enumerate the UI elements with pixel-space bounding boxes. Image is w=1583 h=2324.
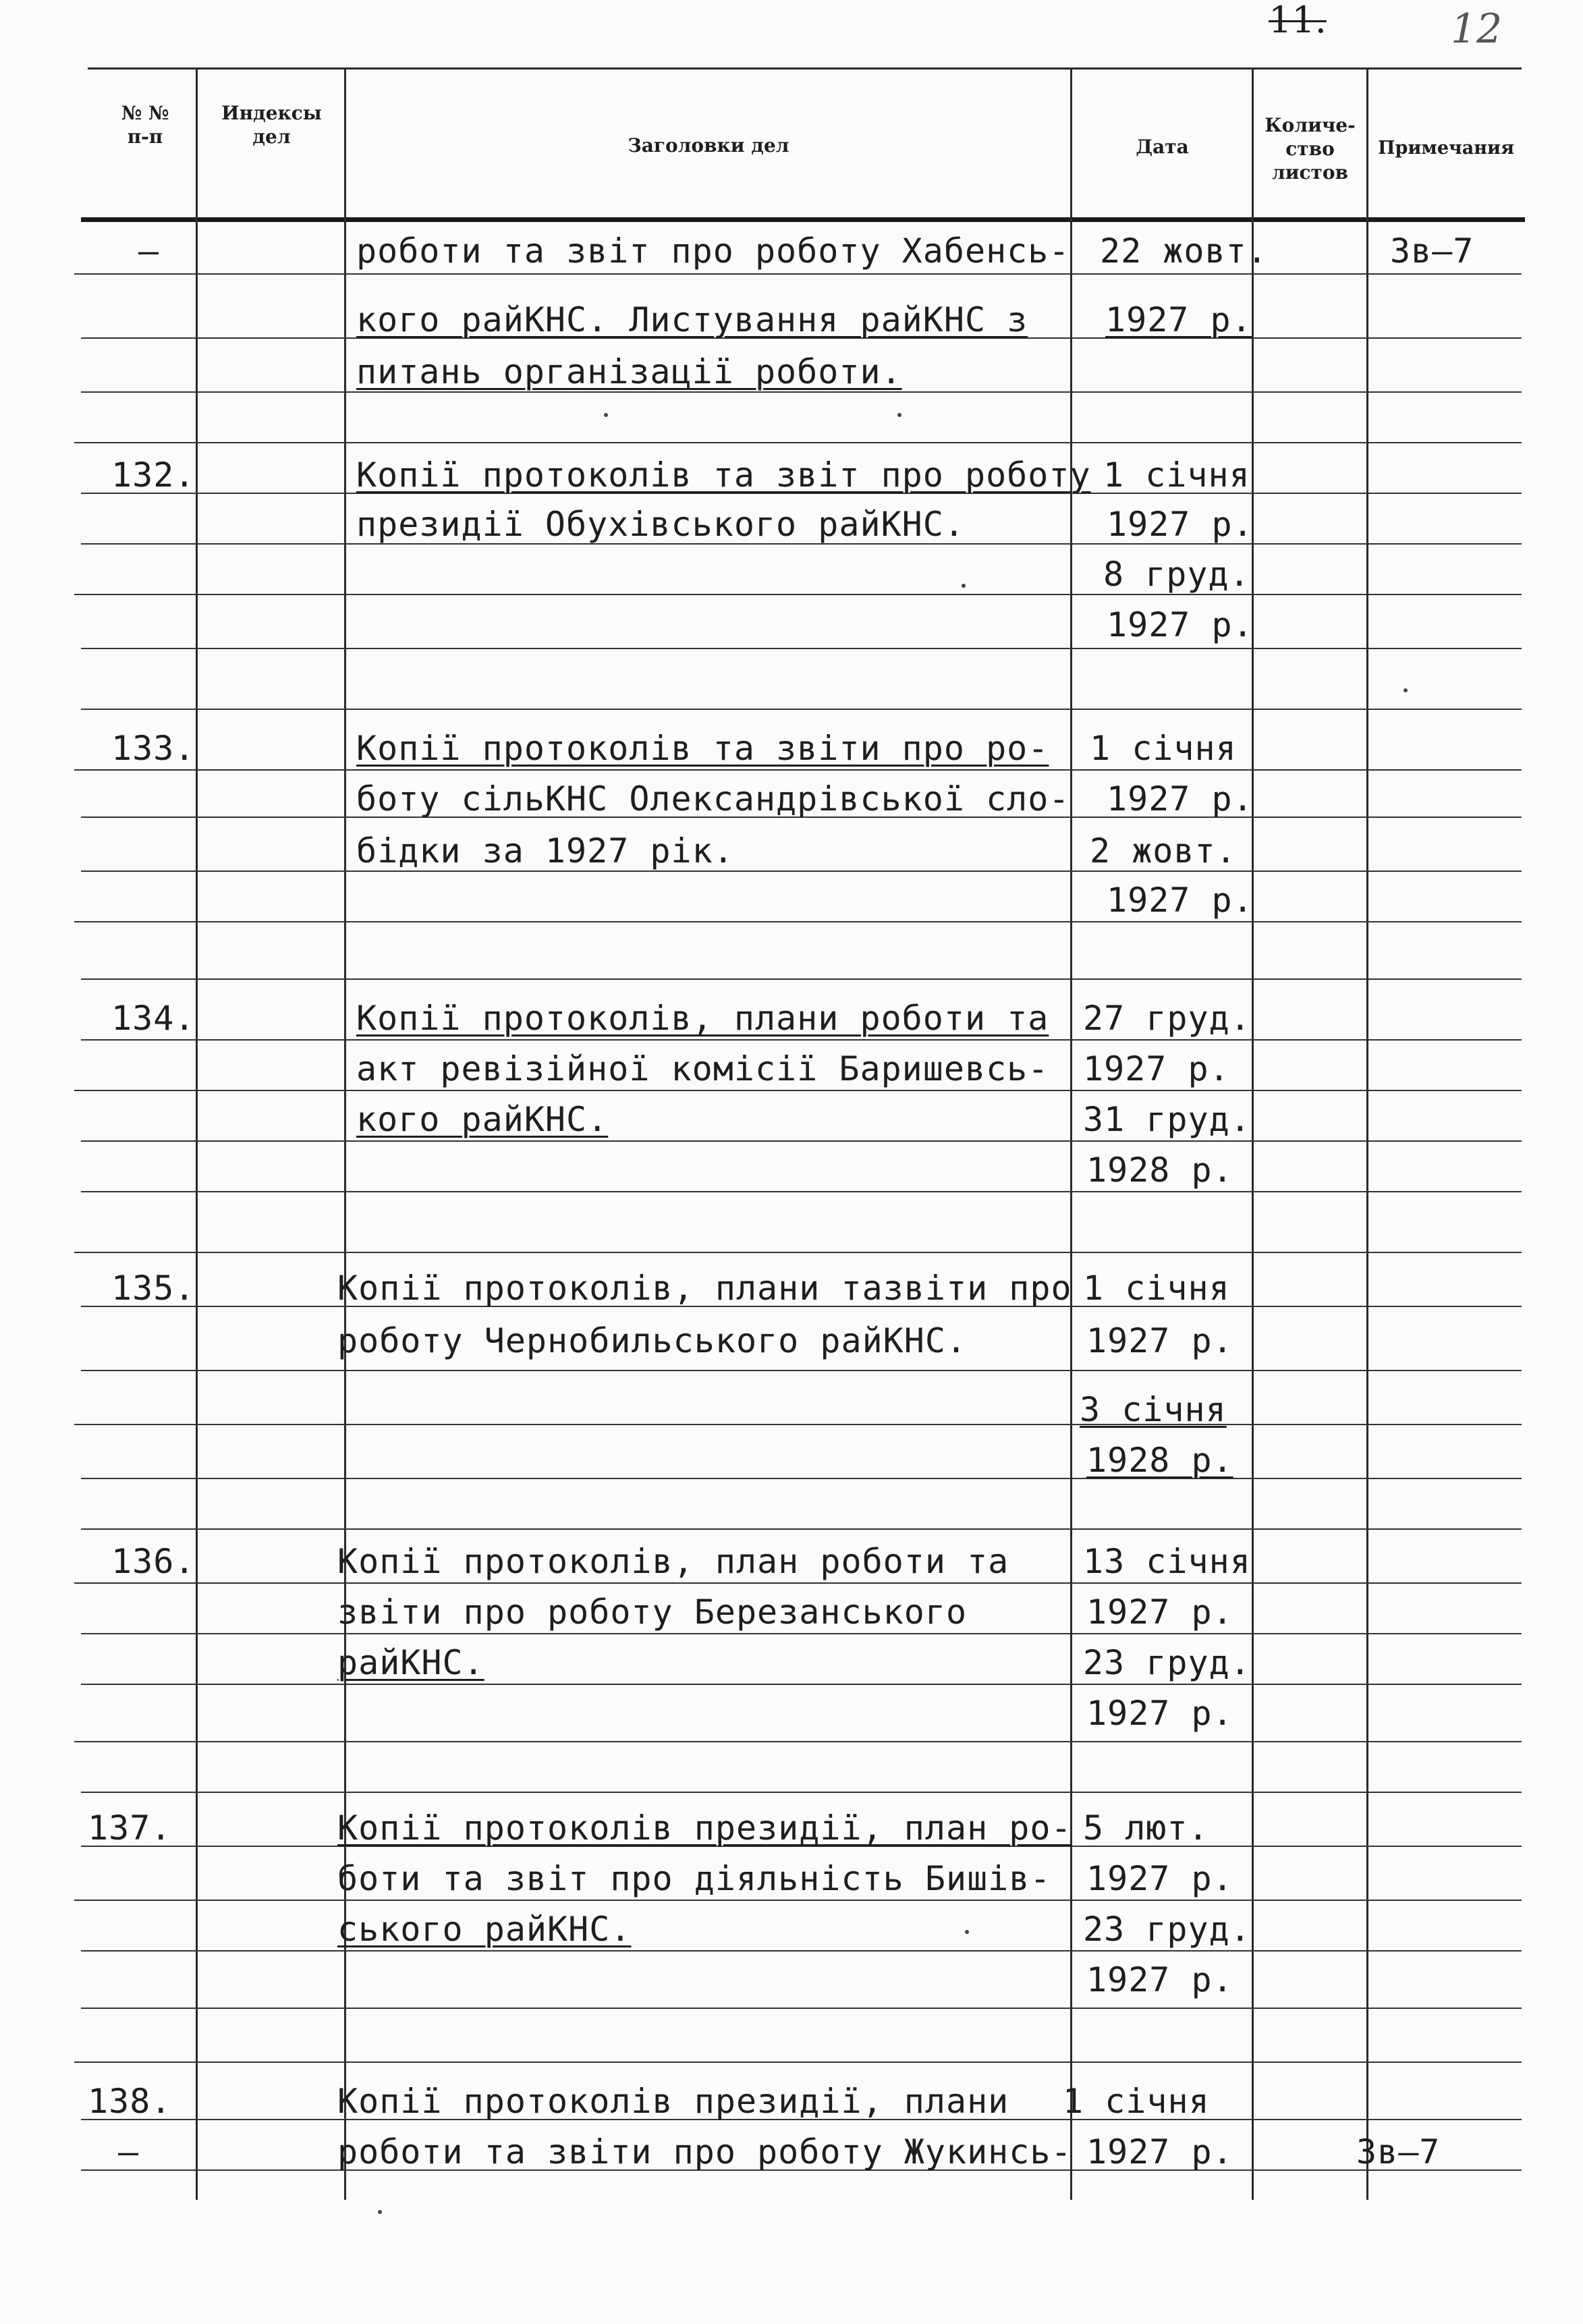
row-number: 133. <box>111 729 196 768</box>
ruled-line <box>74 1252 1522 1253</box>
case-title-line: кого райКНС. Листування райКНС з <box>356 300 1028 339</box>
case-date: 2 жовт. <box>1090 831 1237 870</box>
ruled-line <box>81 1370 1522 1371</box>
case-title-line: звіти про роботу Березанського <box>337 1593 968 1632</box>
ruled-line <box>74 1090 1522 1091</box>
case-date: 31 груд. <box>1083 1100 1251 1139</box>
case-date: 1927 р. <box>1086 1694 1233 1733</box>
case-date: 23 груд. <box>1083 1643 1251 1682</box>
ruled-line <box>81 2008 1522 2009</box>
row-number: 138. <box>88 2082 172 2121</box>
case-title-line: Копії протоколів та звіт про роботу <box>356 455 1091 495</box>
case-note: Зв–7 <box>1356 2132 1441 2171</box>
case-date: 1927 р. <box>1105 300 1252 339</box>
case-title-line: ського райКНС. <box>337 1910 632 1949</box>
scan-speck <box>604 413 608 417</box>
case-title-line: Копії протоколів президії, план ро- <box>337 1808 1072 1848</box>
ruled-line <box>74 769 1522 771</box>
col-divider-4 <box>1252 67 1254 2200</box>
header-sheets: Количе- ство листов <box>1265 114 1356 184</box>
scan-speck <box>965 1930 969 1934</box>
footer-dash: – <box>118 2132 140 2171</box>
header-bottom-border <box>81 217 1525 222</box>
col-divider-5 <box>1366 67 1368 2200</box>
ruled-line <box>81 1684 1522 1685</box>
case-title-line: райКНС. <box>337 1643 484 1682</box>
case-date: 1928 р. <box>1086 1151 1233 1190</box>
handwritten-sheet-number: 12 <box>1451 5 1503 53</box>
header-num: № № п-п <box>121 102 169 148</box>
ruled-line <box>81 1792 1522 1793</box>
case-title-line: роботу Чернобильського райКНС. <box>337 1321 968 1360</box>
case-note: Зв–7 <box>1390 231 1474 271</box>
case-title-line: президії Обухівського райКНС. <box>356 505 965 544</box>
ruled-line <box>74 921 1522 922</box>
ruled-line <box>81 1191 1522 1192</box>
ruled-line <box>81 1039 1522 1041</box>
case-title-line: роботи та звіти про роботу Жукинсь- <box>337 2132 1072 2171</box>
case-title-line: боти та звіт про діяльність Бишів- <box>337 1859 1051 1898</box>
case-title-line: Копії протоколів, плани роботи та <box>356 999 1049 1038</box>
ruled-line <box>74 442 1522 443</box>
ruled-line <box>74 1424 1522 1425</box>
case-date: 1927 р. <box>1086 1960 1233 1999</box>
case-title-line: Копії протоколів президії, плани <box>337 2082 1009 2121</box>
ruled-line <box>74 1900 1522 1901</box>
ruled-line <box>81 391 1522 393</box>
ruled-line <box>81 1633 1522 1634</box>
case-date: 22 жовт. <box>1100 231 1268 271</box>
ruled-line <box>81 978 1522 980</box>
case-title-line: Копії протоколів, план роботи та <box>337 1542 1009 1581</box>
ruled-line <box>81 870 1522 872</box>
header-index: Индексы дел <box>221 102 322 148</box>
header-title: Заголовки дел <box>628 134 789 157</box>
row-number: – <box>138 231 160 271</box>
scan-speck <box>1404 688 1408 692</box>
header-date: Дата <box>1136 136 1189 158</box>
case-date: 1927 р. <box>1086 1859 1233 1898</box>
ruled-line <box>74 1582 1522 1584</box>
case-date: 1 січня <box>1090 729 1237 768</box>
case-date: 1927 р. <box>1107 605 1254 644</box>
header-notes: Примечания <box>1377 138 1515 159</box>
case-title-line: акт ревізійної комісії Баришевсь- <box>356 1049 1049 1088</box>
case-date: 1927 р. <box>1107 505 1254 544</box>
case-title-line: Копії протоколів та звіти про ро- <box>356 729 1049 768</box>
case-date: 8 груд. <box>1103 555 1250 594</box>
col-divider-3 <box>1070 67 1072 2200</box>
scan-speck <box>962 584 966 588</box>
case-date: 5 лют. <box>1083 1808 1209 1848</box>
case-date: 1928 р. <box>1086 1441 1233 1480</box>
row-number: 135. <box>111 1269 196 1308</box>
case-title-line: бідки за 1927 рік. <box>356 831 734 870</box>
case-title-line: Копії протоколів, плани тазвіти про <box>337 1269 1072 1308</box>
ruled-line <box>81 648 1522 649</box>
ruled-line <box>74 273 1522 275</box>
col-divider-1 <box>196 67 198 2200</box>
ruled-line <box>74 2062 1522 2063</box>
case-date: 13 січня <box>1083 1542 1251 1581</box>
crossed-sheet-number: 11. <box>1269 0 1327 41</box>
case-date: 27 груд. <box>1083 999 1251 1038</box>
ruled-line <box>81 1950 1522 1952</box>
row-number: 134. <box>111 999 196 1038</box>
ruled-line <box>81 1140 1522 1142</box>
case-date: 1927 р. <box>1107 779 1254 819</box>
case-title-line: питань організації роботи. <box>356 352 902 391</box>
case-date: 23 груд. <box>1083 1910 1251 1949</box>
row-number: 132. <box>111 455 196 495</box>
case-date: 1927 р. <box>1107 881 1254 920</box>
case-date: 1927 р. <box>1086 1321 1233 1360</box>
case-title-line: роботи та звіт про роботу Хабенсь- <box>356 231 1070 271</box>
ruled-line <box>74 594 1522 595</box>
ruled-line <box>81 1478 1522 1479</box>
case-date: 1927 р. <box>1086 2132 1233 2171</box>
case-date: 1 січня <box>1063 2082 1210 2121</box>
case-date: 1 січня <box>1083 1269 1230 1308</box>
ruled-line <box>74 1741 1522 1742</box>
ruled-line <box>81 709 1522 710</box>
scan-speck <box>378 2210 382 2214</box>
case-title-line: кого райКНС. <box>356 1100 609 1139</box>
scan-speck <box>897 413 901 417</box>
case-date: 3 січня <box>1080 1390 1227 1429</box>
header-top-border <box>88 67 1522 70</box>
case-date: 1927 р. <box>1086 1593 1233 1632</box>
case-date: 1927 р. <box>1083 1049 1230 1088</box>
case-title-line: боту сільКНС Олександрівської сло- <box>356 779 1070 819</box>
case-date: 1 січня <box>1103 455 1250 495</box>
row-number: 136. <box>111 1542 196 1581</box>
row-number: 137. <box>88 1808 172 1848</box>
ruled-line <box>81 1528 1522 1530</box>
